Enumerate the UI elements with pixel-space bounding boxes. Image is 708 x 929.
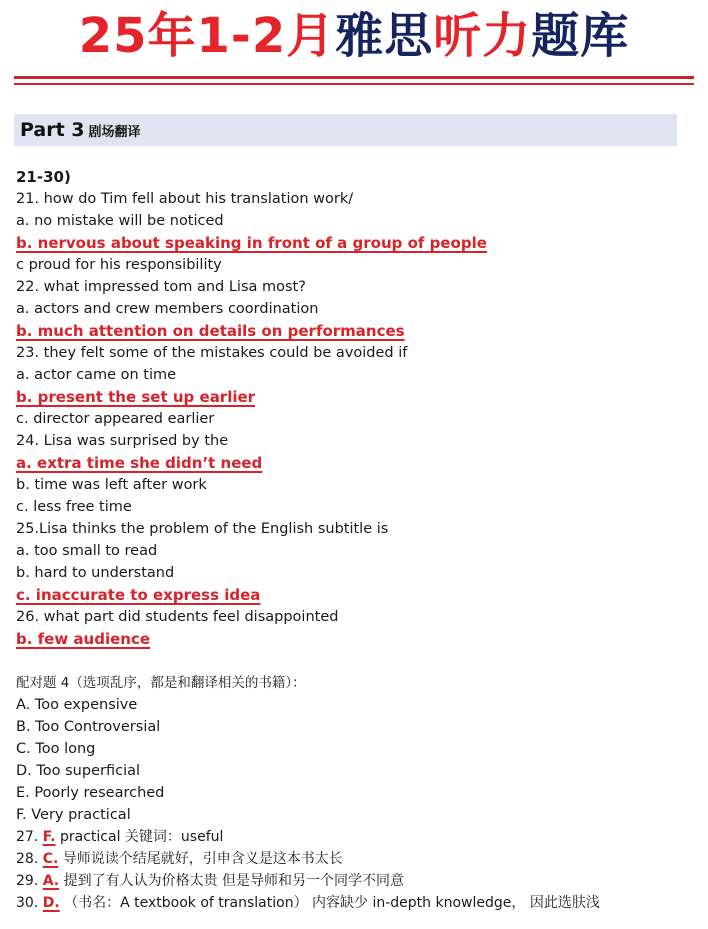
questions-range: 21-30)	[16, 168, 71, 186]
answer-number: 29.	[16, 873, 39, 889]
question-24: 24. Lisa was surprised by the	[16, 433, 229, 449]
matching-option-a: A. Too expensive	[16, 697, 138, 713]
option-23-c: c. director appeared earlier	[16, 411, 215, 427]
title-ielts: 雅思	[335, 8, 434, 64]
question-26: 26. what part did students feel disappointed	[16, 609, 339, 625]
matching-option-b: B. Too Controversial	[16, 719, 161, 735]
answer-21-b: b. nervous about speaking in front of a group of people	[16, 234, 487, 252]
option-24-c: c. less free time	[16, 499, 132, 515]
answer-letter: C.	[42, 851, 59, 867]
section-title	[20, 117, 141, 146]
answer-number: 28.	[16, 851, 39, 867]
matching-heading: 配对题 4（选项乱序，都是和翻译相关的书籍）：	[16, 675, 306, 691]
title-rule-top	[14, 76, 694, 79]
answer-number: 30.	[16, 895, 39, 911]
question-21: 21. how do Tim fell about his translation work/	[16, 191, 354, 207]
section-header-bar	[14, 114, 677, 146]
matching-answer-28	[16, 848, 696, 870]
answer-23-b: b. present the set up earlier	[16, 388, 256, 406]
question-list	[16, 166, 696, 914]
matching-option-e: E. Poorly researched	[16, 785, 165, 801]
matching-option-d: D. Too superficial	[16, 763, 141, 779]
answer-letter: D.	[42, 895, 60, 911]
matching-option-c: C. Too long	[16, 741, 96, 757]
title-date: 25年1-2月	[78, 8, 336, 64]
answer-note: 提到了有人认为价格太贵 但是导师和另一个同学不同意	[63, 873, 405, 889]
title-bank: 题库	[531, 8, 630, 64]
option-25-a: a. too small to read	[16, 543, 158, 559]
matching-option-f: F. Very practical	[16, 807, 131, 823]
answer-number: 27.	[16, 829, 39, 845]
answer-22-b: b. much attention on details on performances	[16, 322, 405, 340]
option-25-b: b. hard to understand	[16, 565, 175, 581]
answer-letter: A.	[42, 873, 60, 889]
answer-letter: F.	[42, 829, 56, 845]
answer-25-c: c. inaccurate to express idea	[16, 586, 261, 604]
option-21-a: a. no mistake will be noticed	[16, 213, 224, 229]
option-22-a: a. actors and crew members coordination	[16, 301, 319, 317]
option-23-a: a. actor came on time	[16, 367, 177, 383]
matching-answer-30	[16, 892, 696, 914]
matching-answer-27	[16, 826, 696, 848]
answer-26-b: b. few audience	[16, 630, 151, 648]
title-listening: 听力	[433, 8, 532, 64]
answer-note: practical 关键词：useful	[60, 829, 224, 845]
question-25: 25.Lisa thinks the problem of the English subtitle is	[16, 521, 389, 537]
spacer	[16, 650, 696, 672]
answer-note: （书名：A textbook of translation） 内容缺少 in-depth knowledge， 因此选肤浅	[64, 895, 600, 911]
title-rule-bottom	[14, 83, 694, 85]
matching-answer-29	[16, 870, 696, 892]
page-title	[0, 6, 708, 66]
section-subtitle: 剧场翻译	[88, 125, 141, 140]
section-title-part: Part 3	[20, 119, 85, 141]
option-24-b: b. time was left after work	[16, 477, 207, 493]
answer-24-a: a. extra time she didn’t need	[16, 454, 263, 472]
option-21-c: c proud for his responsibility	[16, 257, 222, 273]
question-22: 22. what impressed tom and Lisa most?	[16, 279, 306, 295]
answer-note: 导师说读个结尾就好，引申含义是这本书太长	[62, 851, 343, 867]
question-23: 23. they felt some of the mistakes could be avoided if	[16, 345, 408, 361]
